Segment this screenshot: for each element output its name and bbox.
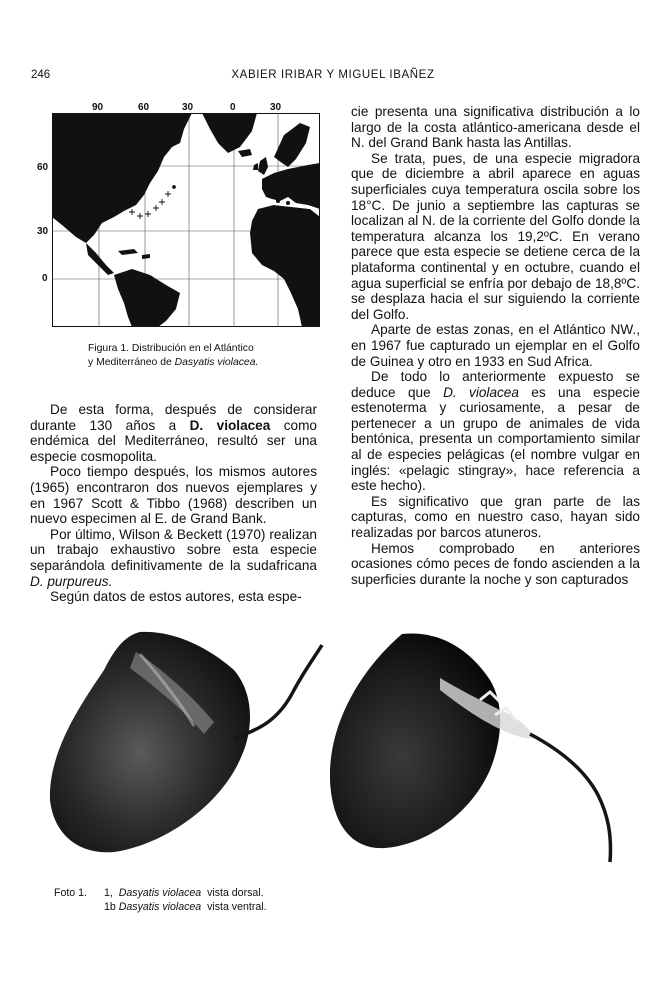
caption-line1: Figura 1. Distribución en el Atlántico bbox=[88, 343, 254, 354]
left-paragraph-4: Según datos de estos autores, esta espe- bbox=[50, 589, 302, 605]
right-p4-text-end: es una especie estenoterma y curiosamente, a pesar de pertenecer a un grupo de animales de vida bentónica, presenta un comportamiento similar al de especies pelágicas (el nombre vulgar en inglés: «pelagic stingray», hace referencia a este hecho). bbox=[351, 384, 640, 494]
lon-label-90w: 90 bbox=[92, 102, 104, 113]
foto1-line1-view: vista dorsal. bbox=[207, 887, 264, 899]
left-column bbox=[30, 402, 317, 605]
lon-label-30e: 30 bbox=[270, 102, 282, 113]
right-paragraph-6: Hemos comprobado en anteriores ocasiones cómo peces de fondo ascienden a la superficies durante la noche y son capturados bbox=[351, 540, 640, 587]
lat-label-60: 60 bbox=[37, 162, 49, 173]
foto1-caption-line2 bbox=[104, 900, 267, 914]
right-p4-text: De todo lo anteriormente expuesto se deduce que bbox=[351, 369, 640, 400]
lat-label-30: 30 bbox=[37, 226, 49, 237]
running-header: XABIER IRIBAR Y MIGUEL IBAÑEZ bbox=[231, 69, 435, 81]
figure1-caption bbox=[54, 342, 322, 370]
right-paragraph-2: Se trata, pues, de una especie migradora que de diciembre a abril aparece en aguas superficiales cuya temperatura oscila sobre los 18°C. De junio a septiembre las capturas se localizan al N. de la corriente del Golfo donde la temperatura alcanza los 19,2ºC. En verano parece que esta especie se detiene cerca de la plataforma continental y en octubre, cuando el agua superficial se enfría por debajo de 18,8ºC. se desplaza hacia el sur siguiendo la corriente del Golfo. bbox=[351, 150, 640, 322]
foto1-caption-line1 bbox=[104, 886, 264, 900]
left-paragraph-2: Poco tiempo después, los mismos autores (1965) encontraron dos nuevos ejemplares y en 1967 Scott & Tibbo (1968) describen un nuevo especimen al E. de Grand Bank. bbox=[30, 464, 317, 527]
foto1-line2-view: vista ventral. bbox=[207, 901, 267, 913]
caption-line2 bbox=[54, 356, 322, 370]
left-p1-text: De esta forma, después de considerar durante 130 años a bbox=[30, 402, 317, 433]
distribution-map bbox=[52, 113, 320, 327]
left-paragraph-3 bbox=[30, 527, 317, 589]
right-column bbox=[351, 104, 640, 587]
foto1-line2-species: Dasyatis violacea bbox=[118, 901, 202, 913]
right-paragraph-1: cie presenta una significativa distribución a lo largo de la costa atlántico-americana desde el N. del Grand Bank hasta las Antillas. bbox=[351, 104, 640, 151]
caption-line2-text: y Mediterráneo de bbox=[88, 357, 175, 368]
foto1-line1-species: Dasyatis violacea bbox=[118, 887, 202, 899]
lat-label-0: 0 bbox=[42, 273, 48, 284]
photo-ventral-view bbox=[330, 630, 620, 870]
left-p1-species: D. violacea bbox=[189, 417, 271, 433]
page-number: 246 bbox=[31, 69, 51, 81]
lon-label-30w: 30 bbox=[182, 102, 194, 113]
foto1-line2-num: 1b bbox=[104, 901, 116, 913]
lon-label-0: 0 bbox=[230, 102, 236, 113]
left-p3-text: Por último, Wilson & Beckett (1970) realizan un trabajo exhaustivo sobre esta especie separándola definitivamente de la sudafricana bbox=[30, 526, 317, 573]
left-paragraph-1 bbox=[30, 402, 317, 464]
lon-label-60w: 60 bbox=[138, 102, 150, 113]
left-p3-species: D. purpureus. bbox=[30, 573, 113, 589]
right-paragraph-3: Aparte de estas zonas, en el Atlántico NW., en 1967 fue capturado un ejemplar en el Golfo de Guinea y otro en 1933 en Sud Africa. bbox=[351, 322, 640, 369]
caption-species: Dasyatis violacea. bbox=[174, 357, 259, 368]
left-p1-text-end: como endémica del Mediterráneo, resultó ser una especie cosmopolita. bbox=[30, 417, 317, 464]
right-paragraph-5: Es significativo que gran parte de las capturas, como en nuestro caso, hayan sido realizadas por barcos atuneros. bbox=[351, 493, 640, 541]
foto1-line1-num: 1, bbox=[104, 887, 113, 899]
foto1-label: Foto 1. bbox=[54, 887, 87, 899]
right-paragraph-4 bbox=[351, 369, 640, 494]
photo-dorsal-view bbox=[44, 630, 324, 870]
right-p4-species: D. violacea bbox=[443, 384, 519, 400]
